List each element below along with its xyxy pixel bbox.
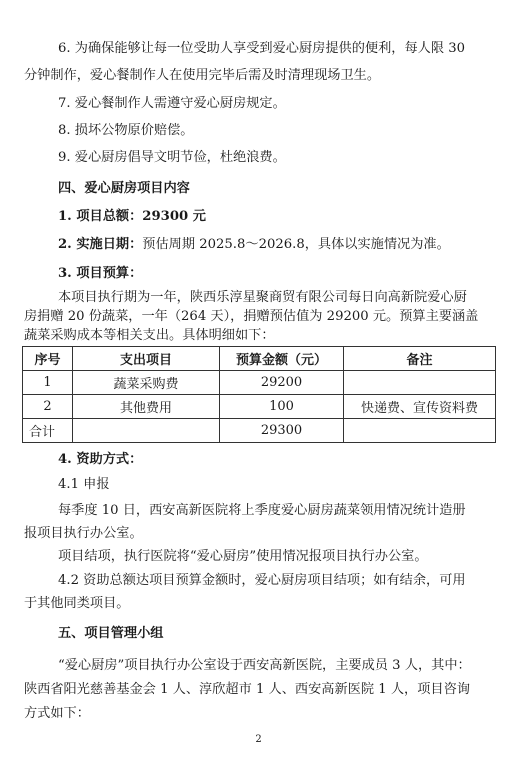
- cell-total-amount: 29300: [220, 419, 344, 443]
- budget-para-line1: 本项目执行期为一年，陕西乐淳星聚商贸有限公司每日向高新院爱心厨: [58, 290, 467, 305]
- cell-amount: 100: [220, 395, 344, 419]
- budget-table: [22, 346, 496, 443]
- budget-para-line3: 蔬菜采购成本等相关支出。具体明细如下：: [24, 328, 275, 343]
- cell-index: 2: [23, 395, 73, 419]
- rule-8: 8. 损坏公物原价赔偿。: [58, 123, 194, 138]
- table-row: [23, 395, 496, 419]
- section-heading-5: 五、项目管理小组: [58, 626, 164, 641]
- rule-6-line1: 6. 为确保能够让每一位受助人享受到爱心厨房提供的便利，每人限 30: [58, 41, 465, 56]
- cell-total-label: 合计: [23, 419, 73, 443]
- implementation-date: [58, 236, 450, 254]
- table-row-total: [23, 419, 496, 443]
- management-para-line3: 方式如下：: [24, 706, 90, 721]
- cell-index: 1: [23, 371, 73, 395]
- header-amount: 预算金额（元）: [220, 347, 344, 371]
- cell-item: 其他费用: [73, 395, 220, 419]
- header-index: 序号: [23, 347, 73, 371]
- cell-note: [344, 419, 496, 443]
- cell-note: 快递费、宣传资料费: [344, 395, 496, 419]
- page-number: 2: [255, 734, 262, 745]
- funding-para1-line1: 每季度 10 日，西安高新医院将上季度爱心厨房蔬菜领用情况统计造册: [58, 503, 466, 518]
- section-heading-4: 四、爱心厨房项目内容: [58, 181, 190, 196]
- funding-para3-line2: 于其他同类项目。: [24, 596, 130, 611]
- funding-para2: 项目结项，执行医院将“爱心厨房”使用情况报项目执行办公室。: [58, 549, 428, 564]
- table-row: [23, 371, 496, 395]
- implementation-date-text: 预估周期 2025.8～2026.8，具体以实施情况为准。: [142, 237, 450, 252]
- rule-6-line2: 分钟制作，爱心餐制作人在使用完毕后需及时清理现场卫生。: [24, 68, 381, 83]
- management-para-line1: “爱心厨房”项目执行办公室设于西安高新医院，主要成员 3 人，其中：: [58, 658, 471, 673]
- budget-table-header: [23, 347, 496, 371]
- budget-heading: 3. 项目预算：: [58, 266, 143, 281]
- cell-item: 蔬菜采购费: [73, 371, 220, 395]
- funding-para1-line2: 报项目执行办公室。: [24, 526, 143, 541]
- header-item: 支出项目: [73, 347, 220, 371]
- cell-amount: 29200: [220, 371, 344, 395]
- funding-heading: 4. 资助方式：: [58, 452, 143, 467]
- implementation-date-label: 2. 实施日期：: [58, 237, 143, 252]
- header-note: 备注: [344, 347, 496, 371]
- rule-7: 7. 爱心餐制作人需遵守爱心厨房规定。: [58, 96, 286, 111]
- cell-item: [73, 419, 220, 443]
- budget-para-line2: 房捐赠 20 份蔬菜，一年（264 天），捐赠预估值为 29200 元。预算主要涵盖: [24, 309, 479, 324]
- management-para-line2: 陕西省阳光慈善基金会 1 人、淳欣超市 1 人、西安高新医院 1 人，项目咨询: [24, 682, 470, 697]
- rule-9: 9. 爱心厨房倡导文明节俭，杜绝浪费。: [58, 150, 286, 165]
- subsection-4-1: 4.1 申报: [58, 477, 110, 492]
- cell-note: [344, 371, 496, 395]
- funding-para3-line1: 4.2 资助总额达项目预算金额时，爱心厨房项目结项；如有结余，可用: [58, 573, 466, 588]
- project-total: 1. 项目总额：29300 元: [58, 209, 206, 224]
